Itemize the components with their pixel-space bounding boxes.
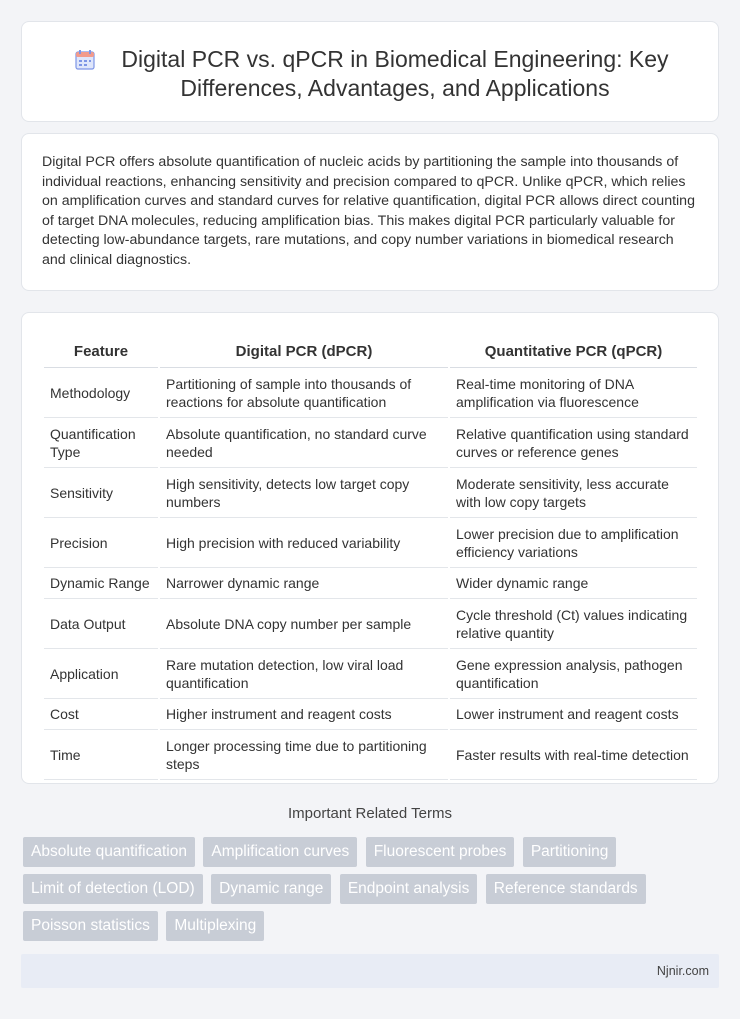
dpcr-cell: Absolute DNA copy number per sample (160, 599, 448, 649)
dpcr-cell: Narrower dynamic range (160, 568, 448, 599)
feature-cell: Dynamic Range (44, 568, 158, 599)
table-row (44, 418, 697, 468)
qpcr-cell: Faster results with real-time detection (450, 730, 697, 780)
footer-site-link[interactable]: Njnir.com (656, 964, 709, 978)
dpcr-cell: Longer processing time due to partitioning steps (160, 730, 448, 780)
feature-cell: Sensitivity (44, 468, 158, 518)
column-header: Feature (44, 331, 158, 368)
dpcr-cell: Absolute quantification, no standard curve needed (160, 418, 448, 468)
table-row (44, 468, 697, 518)
related-terms-list (23, 837, 723, 948)
qpcr-cell: Lower instrument and reagent costs (450, 699, 697, 730)
term-tag[interactable]: Fluorescent probes (366, 837, 515, 867)
feature-cell: Time (44, 730, 158, 780)
related-terms-heading: Important Related Terms (288, 805, 452, 822)
term-tag[interactable]: Partitioning (523, 837, 617, 867)
term-tag[interactable]: Dynamic range (211, 874, 331, 904)
feature-cell: Cost (44, 699, 158, 730)
page-title: Digital PCR vs. qPCR in Biomedical Engineering: Key Differences, Advantages, and Applications (121, 46, 669, 101)
feature-cell: Quantification Type (44, 418, 158, 468)
term-tag[interactable]: Poisson statistics (23, 911, 158, 941)
qpcr-cell: Cycle threshold (Ct) values indicating relative quantity (450, 599, 697, 649)
comparison-table-card (21, 312, 719, 784)
title-card (21, 21, 719, 122)
table-row (44, 599, 697, 649)
term-tag[interactable]: Limit of detection (LOD) (23, 874, 203, 904)
term-tag[interactable]: Multiplexing (166, 911, 264, 941)
column-header: Quantitative PCR (qPCR) (450, 331, 697, 368)
qpcr-cell: Gene expression analysis, pathogen quantification (450, 649, 697, 699)
comparison-table (42, 331, 699, 780)
qpcr-cell: Relative quantification using standard curves or reference genes (450, 418, 697, 468)
qpcr-cell: Real-time monitoring of DNA amplification via fluorescence (450, 368, 697, 418)
footer-bar (21, 954, 719, 988)
table-header-row (44, 331, 697, 368)
term-tag[interactable]: Reference standards (486, 874, 646, 904)
table-row (44, 568, 697, 599)
dpcr-cell: Higher instrument and reagent costs (160, 699, 448, 730)
table-row (44, 699, 697, 730)
table-row (44, 730, 697, 780)
table-row (44, 368, 697, 418)
dpcr-cell: Rare mutation detection, low viral load quantification (160, 649, 448, 699)
qpcr-cell: Wider dynamic range (450, 568, 697, 599)
intro-paragraph: Digital PCR offers absolute quantification of nucleic acids by partitioning the sample into thousands of individual reactions, enhancing sensitivity and precision compared to qPCR. Unlike qPCR, which relies on amplification curves and standard curves for relative quantification, digital PCR allows direct counting of target DNA molecules, reducing amplification bias. This makes digital PCR particularly valuable for detecting low-abundance targets, rare mutations, and copy number variations in biomedical research and clinical diagnostics. (42, 154, 695, 268)
table-row (44, 649, 697, 699)
term-tag[interactable]: Amplification curves (203, 837, 357, 867)
dpcr-cell: High precision with reduced variability (160, 518, 448, 568)
dpcr-cell: High sensitivity, detects low target copy numbers (160, 468, 448, 518)
term-tag[interactable]: Endpoint analysis (340, 874, 478, 904)
qpcr-cell: Moderate sensitivity, less accurate with low copy targets (450, 468, 697, 518)
column-header: Digital PCR (dPCR) (160, 331, 448, 368)
term-tag[interactable]: Absolute quantification (23, 837, 195, 867)
dpcr-cell: Partitioning of sample into thousands of reactions for absolute quantification (160, 368, 448, 418)
feature-cell: Precision (44, 518, 158, 568)
qpcr-cell: Lower precision due to amplification efficiency variations (450, 518, 697, 568)
feature-cell: Methodology (44, 368, 158, 418)
feature-cell: Application (44, 649, 158, 699)
intro-card (21, 133, 719, 291)
table-row (44, 518, 697, 568)
feature-cell: Data Output (44, 599, 158, 649)
